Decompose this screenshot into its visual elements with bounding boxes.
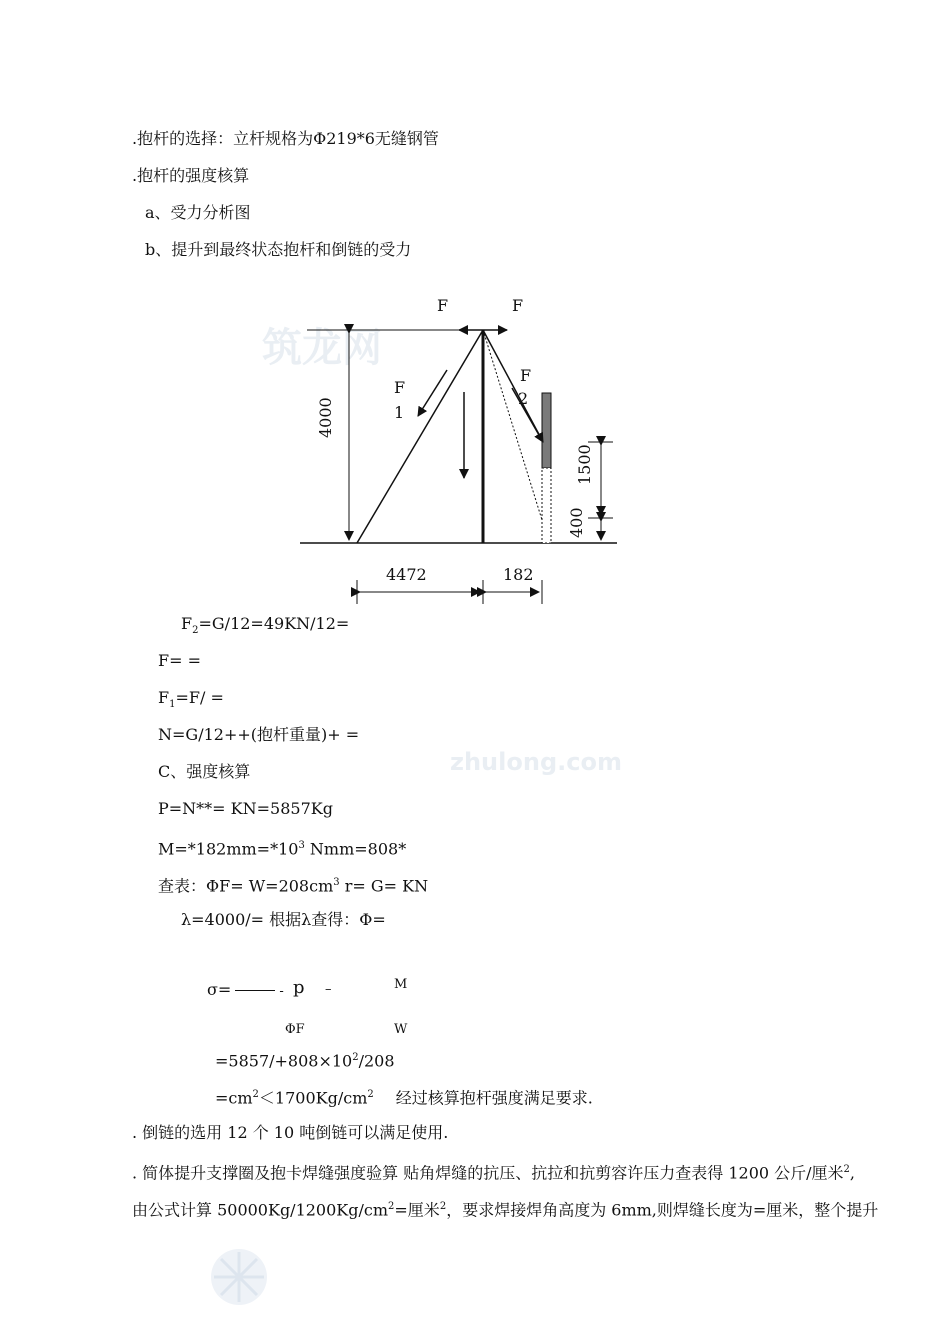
formula-sigma: σ= - [207, 980, 284, 999]
cylinder-lower [542, 468, 551, 543]
formula-calc2: $=cm^2<1700Kg/cm^2$ 经过核算抱杆强度满足要求. [215, 1088, 593, 1108]
label-dim-182: 182 [503, 565, 534, 584]
cylinder-upper [542, 393, 551, 468]
watermark-logo-text: 筑龙网 [262, 325, 382, 371]
sigma-phif: ΦF [285, 1022, 305, 1037]
label-f1-top: F [394, 378, 406, 397]
formula-calc1: $=5857/+808\times 10^2/208$ [215, 1051, 395, 1071]
formula-f: F= = [158, 651, 201, 670]
heading-strength-check: .抱杆的强度核算 [132, 166, 250, 185]
formula-n: N=G/12++(抱杆重量)+ = [158, 725, 360, 744]
fraction-bar [235, 990, 275, 991]
sigma-p: p [293, 977, 305, 998]
label-height-4000: 4000 [316, 397, 335, 438]
formula-lambda: λ=4000/= 根据λ查得：Φ= [181, 910, 386, 929]
label-dim-4472: 4472 [386, 565, 427, 584]
sigma-minus: – [325, 982, 332, 997]
paragraph-weld-line1: . 简体提升支撑圈及抱卡焊缝强度验算 贴角焊缝的抗压、抗拉和抗剪容许压力查表得 1200 公斤/厘米$^2$, [132, 1163, 856, 1183]
formula-f2: $F_2=G/12=49KN/12=$ [181, 614, 350, 637]
watermark-url: zhulong.com [450, 748, 622, 776]
label-dim-1500: 1500 [575, 444, 594, 485]
paragraph-chain-selection: . 倒链的选用 12 个 10 吨倒链可以满足使用. [132, 1123, 449, 1142]
force-arrow-f1 [418, 370, 447, 416]
label-force-left: F [437, 296, 449, 315]
formula-p: P=N**= KN=5857Kg [158, 799, 333, 818]
label-f1-bottom: 1 [394, 403, 405, 422]
paragraph-weld-line2: 由公式计算 $50000Kg/1200Kg/cm^2=$厘米$^2$，要求焊接焊角高度为 6mm,则焊缝长度为=厘米，整个提升 [132, 1200, 879, 1220]
formula-m: $M=*182mm=*10^3$ Nmm=808* [158, 839, 407, 859]
heading-pole-selection: .抱杆的选择：立杆规格为Φ219*6无缝钢管 [132, 129, 439, 148]
label-force-right: F [512, 296, 524, 315]
sigma-w: W [394, 1022, 408, 1037]
label-f2-top: F [520, 366, 532, 385]
item-a: a、受力分析图 [145, 203, 251, 222]
label-dim-400: 400 [567, 507, 586, 538]
heading-c-strength: C、强度核算 [158, 762, 251, 781]
force-diagram [290, 290, 630, 610]
formula-table-lookup: 查表：$\Phi F= W=208cm^3$ r= G= KN [158, 876, 429, 896]
formula-f1: $F_1=F/$ = [158, 688, 224, 711]
label-f2-bottom: 2 [518, 389, 529, 408]
watermark-snowflake-icon [208, 1246, 270, 1308]
item-b: b、提升到最终状态抱杆和倒链的受力 [145, 240, 412, 259]
sigma-m: M [394, 977, 408, 992]
